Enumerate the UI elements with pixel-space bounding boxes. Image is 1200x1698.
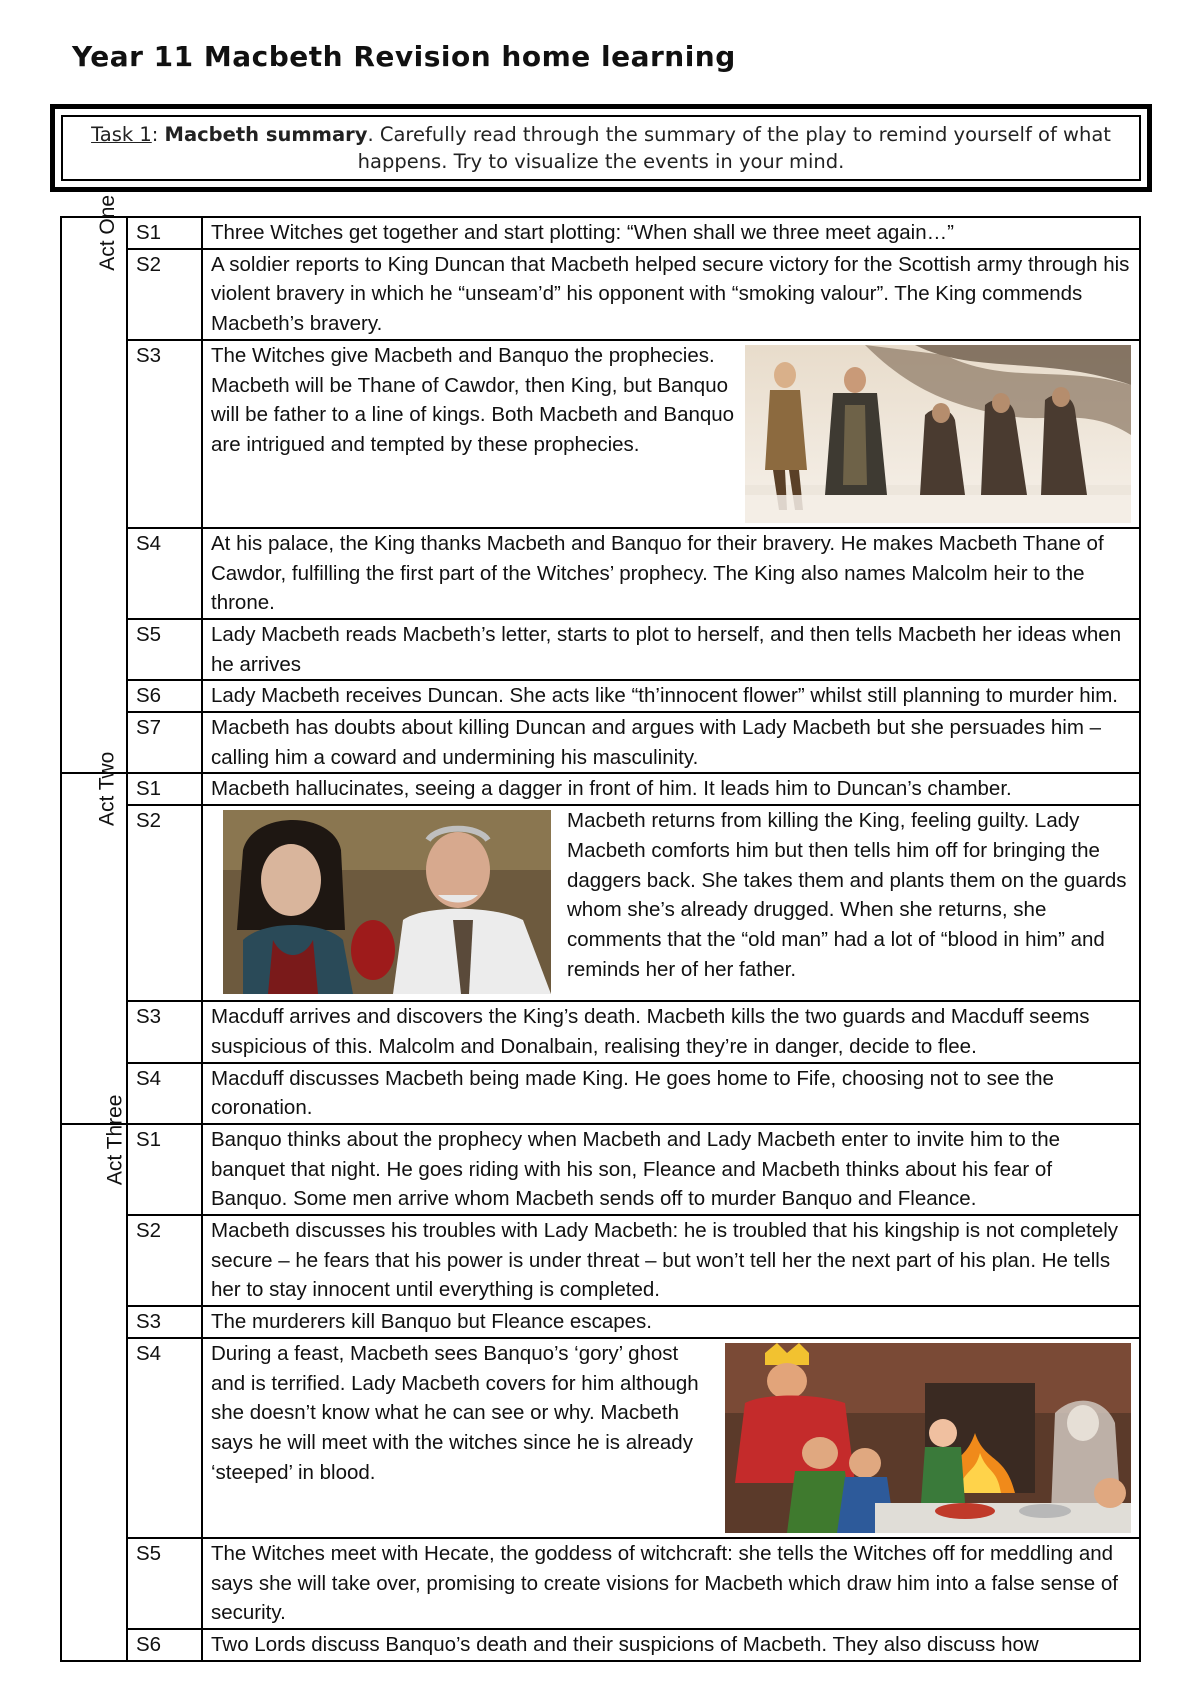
scene-summary: The Witches meet with Hecate, the goddess of witchcraft: she tells the Witches off for meddling and says she will take over, promising to create visions for Macbeth which draw him into a false sense of security. <box>202 1538 1140 1629</box>
table-row <box>61 1063 1140 1124</box>
table-row <box>61 1338 1140 1538</box>
table-row <box>61 1306 1140 1338</box>
banquet-ghost-image <box>725 1343 1131 1533</box>
scene-id: S6 <box>127 1629 202 1661</box>
scene-summary: Macduff arrives and discovers the King’s death. Macbeth kills the two guards and Macduff seems suspicious of this. Malcolm and Donalbain, realising they’re in danger, decide to flee. <box>202 1001 1140 1062</box>
scene-summary: Two Lords discuss Banquo’s death and their suspicions of Macbeth. They also discuss how <box>202 1629 1140 1661</box>
scene-id: S6 <box>127 680 202 712</box>
scene-summary-with-image <box>202 805 1140 1001</box>
table-row <box>61 528 1140 619</box>
scene-id: S5 <box>127 1538 202 1629</box>
scene-id: S4 <box>127 1063 202 1124</box>
scene-id: S2 <box>127 1215 202 1306</box>
task-heading: Macbeth summary <box>164 123 368 146</box>
scene-summary: Banquo thinks about the prophecy when Macbeth and Lady Macbeth enter to invite him to the banquet that night. He goes riding with his son, Fleance and Macbeth thinks about his fear of Banquo. Some men arrive whom Macbeth sends off to murder Banquo and Fleance. <box>202 1124 1140 1215</box>
scene-id: S3 <box>127 340 202 528</box>
scene-summary: Macduff discusses Macbeth being made King. He goes home to Fife, choosing not to see the coronation. <box>202 1063 1140 1124</box>
scene-summary: At his palace, the King thanks Macbeth and Banquo for their bravery. He makes Macbeth Thane of Cawdor, fulfilling the first part of the Witches’ prophecy. The King also names Malcolm heir to the throne. <box>202 528 1140 619</box>
act-one-cell <box>61 194 127 773</box>
lady-macbeth-bloody-hands-image <box>223 810 551 994</box>
table-row <box>61 773 1140 805</box>
task-instructions <box>61 115 1141 181</box>
scene-summary: Macbeth has doubts about killing Duncan and argues with Lady Macbeth but she persuades him – calling him a coward and undermining his masculinity. <box>202 712 1140 773</box>
task-box <box>50 104 1152 192</box>
table-row <box>61 712 1140 773</box>
table-row <box>61 1124 1140 1215</box>
task-text: . Carefully read through the summary of the play to remind yourself of what happens. Try to visualize the events in your mind. <box>357 123 1111 173</box>
act-three-cell <box>61 1094 127 1661</box>
scene-summary-with-image <box>202 340 1140 528</box>
table-row <box>61 805 1140 1001</box>
act-label: Act One <box>96 194 120 271</box>
table-row <box>61 1629 1140 1661</box>
page-title: Year 11 Macbeth Revision home learning <box>72 40 736 73</box>
scene-id: S2 <box>127 805 202 1001</box>
scene-text: The Witches give Macbeth and Banquo the prophecies. Macbeth will be Thane of Cawdor, then King, but Banquo will be father to a line of kings. Both Macbeth and Banquo are intrigued and tempted by these prophecies. <box>211 343 735 456</box>
scene-id: S3 <box>127 1306 202 1338</box>
task-separator: : <box>151 123 165 146</box>
table-row <box>61 1538 1140 1629</box>
scene-summary: Three Witches get together and start plotting: “When shall we three meet again…” <box>202 217 1140 249</box>
scene-id: S1 <box>127 1124 202 1215</box>
scene-text: Macbeth returns from killing the King, feeling guilty. Lady Macbeth comforts him but then tells him off for bringing the daggers back. She takes them and plants them on the guards whom she’s already drugged. When she returns, she comments that the “old man” had a lot of “blood in him” and reminds her of her father. <box>567 809 1127 981</box>
scene-summary: Lady Macbeth reads Macbeth’s letter, starts to plot to herself, and then tells Macbeth her ideas when he arrives <box>202 619 1140 680</box>
scene-id: S7 <box>127 712 202 773</box>
scene-summary: The murderers kill Banquo but Fleance escapes. <box>202 1306 1140 1338</box>
scene-summary: A soldier reports to King Duncan that Macbeth helped secure victory for the Scottish army through his violent bravery in which he “unseam’d” his opponent with “smoking valour”. The King commends Macbeth’s bravery. <box>202 249 1140 340</box>
summary-table <box>60 194 1141 1662</box>
scene-summary: Macbeth discusses his troubles with Lady Macbeth: he is troubled that his kingship is not completely secure – he fears that his power is under threat – but won’t tell her the next part of his plan. He tells her to stay innocent until everything is completed. <box>202 1215 1140 1306</box>
task-label: Task 1 <box>91 123 152 146</box>
scene-id: S5 <box>127 619 202 680</box>
table-row <box>61 340 1140 528</box>
table-row <box>61 619 1140 680</box>
scene-id: S1 <box>127 217 202 249</box>
scene-id: S4 <box>127 1338 202 1538</box>
table-row <box>61 249 1140 340</box>
table-row <box>61 1001 1140 1062</box>
witches-prophecy-image <box>745 345 1131 523</box>
scene-summary: Lady Macbeth receives Duncan. She acts like “th’innocent flower” whilst still planning to murder him. <box>202 680 1140 712</box>
scene-text: During a feast, Macbeth sees Banquo’s ‘gory’ ghost and is terrified. Lady Macbeth covers for him although she doesn’t know what he can see or why. Macbeth says he will meet with the witches since he is already ‘steeped’ in blood. <box>211 1341 699 1484</box>
table-row <box>61 680 1140 712</box>
act-label: Act Two <box>95 752 119 827</box>
scene-id: S3 <box>127 1001 202 1062</box>
table-row <box>61 1215 1140 1306</box>
scene-id: S1 <box>127 773 202 805</box>
act-label: Act Three <box>103 1094 127 1186</box>
act-two-cell <box>61 752 127 1124</box>
scene-id: S2 <box>127 249 202 340</box>
scene-summary-with-image <box>202 1338 1140 1538</box>
table-row <box>61 217 1140 249</box>
scene-id: S4 <box>127 528 202 619</box>
scene-summary: Macbeth hallucinates, seeing a dagger in front of him. It leads him to Duncan’s chamber. <box>202 773 1140 805</box>
